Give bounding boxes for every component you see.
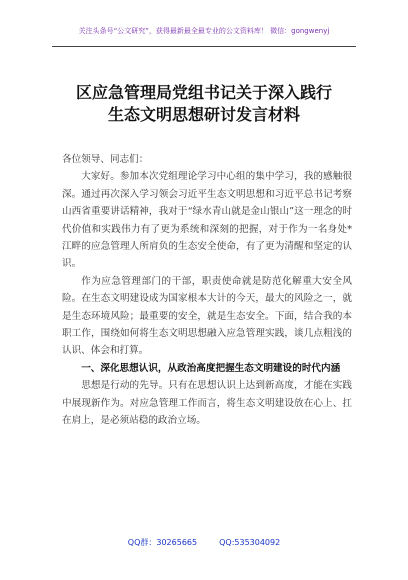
greeting: 各位领导、同志们： (62, 154, 149, 165)
title-line-2: 生态文明思想研讨发言材料 (107, 105, 300, 124)
header-divider (52, 46, 356, 47)
footer-qq: QQ:535304092 (219, 538, 281, 547)
paragraph: 大家好。参加本次党组理论学习中心组的集中学习，我的感触很深。通过再次深入学习领会习近平生态文明思想和习近平总书记考察山西省重要讲话精神，我对于“绿水青山就是金山银山”这一理念的时代价值和实践伟力有了更为系统和深刻的把握，对于作为一名身处*江畔的应急管理人所肩负的生态安全使命，有了更为清醒和坚定的认识。 (62, 171, 352, 270)
footer-qq-group: QQ群：30265665 (127, 538, 198, 547)
header-note: 关注头条号“公文研究”，获得最新最全最专业的公文资料库！ 微信：gongwenyj (78, 27, 330, 35)
document-body (62, 151, 352, 430)
footer-contact (0, 537, 408, 548)
title-line-1: 区应急管理局党组书记关于深入践行 (75, 83, 332, 102)
document-title (50, 82, 358, 126)
paragraph: 作为应急管理部门的干部，职责使命就是防范化解重大安全风险。在生态文明建设成为国家根本大计的今天，最大的风险之一，就是生态环境风险；最重要的安全，就是生态安全。下面，结合我的本职工作，围绕如何将生态文明思想融入应急管理实践，谈几点粗浅的认识、体会和打算。 (62, 275, 352, 357)
paragraph: 思想是行动的先导。只有在思想认识上达到新高度，才能在实践中展现新作为。对应急管理工作而言，将生态文明建设放在心上、扛在肩上，是必须站稳的政治立场。 (62, 380, 352, 427)
section-heading: 一、深化思想认识，从政治高度把握生态文明建设的时代内涵 (81, 362, 341, 374)
